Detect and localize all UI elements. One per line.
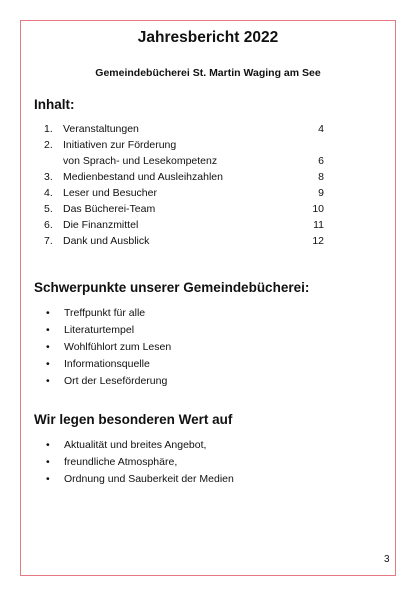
page-border [20,20,396,576]
toc-item-number: 7. [44,235,53,247]
toc-item-label: Medienbestand und Ausleihzahlen [63,171,223,183]
toc-item-page: 12 [312,235,324,247]
bullet-icon: • [46,456,50,468]
toc-item-number: 6. [44,219,53,231]
toc-item-label: von Sprach- und Lesekompetenz [63,155,218,167]
toc-item-label: Initiativen zur Förderung [63,139,177,151]
toc-item-number: 2. [44,139,53,151]
list-item-text: Informationsquelle [64,358,150,370]
document-subtitle: Gemeindebücherei St. Martin Waging am See [95,67,321,79]
bullet-icon: • [46,439,50,451]
list-item-text: Wohlfühlort zum Lesen [64,341,172,353]
toc-item [44,219,324,234]
list-item-text: freundliche Atmosphäre, [64,456,178,468]
toc-heading: Inhalt: [34,97,75,112]
toc-item-label: Veranstaltungen [63,123,139,135]
toc-item-label: Das Bücherei-Team [63,203,156,215]
values-heading: Wir legen besonderen Wert auf [34,412,233,427]
toc-item-label: Leser und Besucher [63,187,157,199]
toc-item-number: 3. [44,171,53,183]
bullet-icon: • [46,341,50,353]
toc-item-number: 5. [44,203,53,215]
list-item-text: Ordnung und Sauberkeit der Medien [64,473,234,485]
toc-item [44,155,324,170]
list-item-text: Ort der Leseförderung [64,375,168,387]
toc-item [44,235,324,250]
focus-heading: Schwerpunkte unserer Gemeindebücherei: [34,280,310,295]
list-item-text: Treffpunkt für alle [64,307,146,319]
toc-item-number: 4. [44,187,53,199]
list-item-text: Aktualität und breites Angebot, [64,439,207,451]
bullet-icon: • [46,324,50,336]
toc-item-page: 6 [318,155,324,167]
toc-item [44,139,324,154]
toc-item-label: Die Finanzmittel [63,219,139,231]
list-item-text: Literaturtempel [64,324,135,336]
toc-item-page: 11 [313,219,324,231]
page-number: 3 [384,554,390,565]
toc-item [44,203,324,218]
toc-item [44,171,324,186]
toc-item [44,123,324,138]
bullet-icon: • [46,307,50,319]
toc-item-page: 4 [318,123,324,135]
toc-item-page: 10 [312,203,324,215]
bullet-icon: • [46,358,50,370]
toc-item [44,187,324,202]
bullet-icon: • [46,473,50,485]
document-title: Jahresbericht 2022 [137,29,279,46]
toc-item-number: 1. [44,123,53,135]
toc-item-page: 8 [318,171,324,183]
toc-item-page: 9 [318,187,324,199]
toc-item-label: Dank und Ausblick [63,235,150,247]
bullet-icon: • [46,375,50,387]
